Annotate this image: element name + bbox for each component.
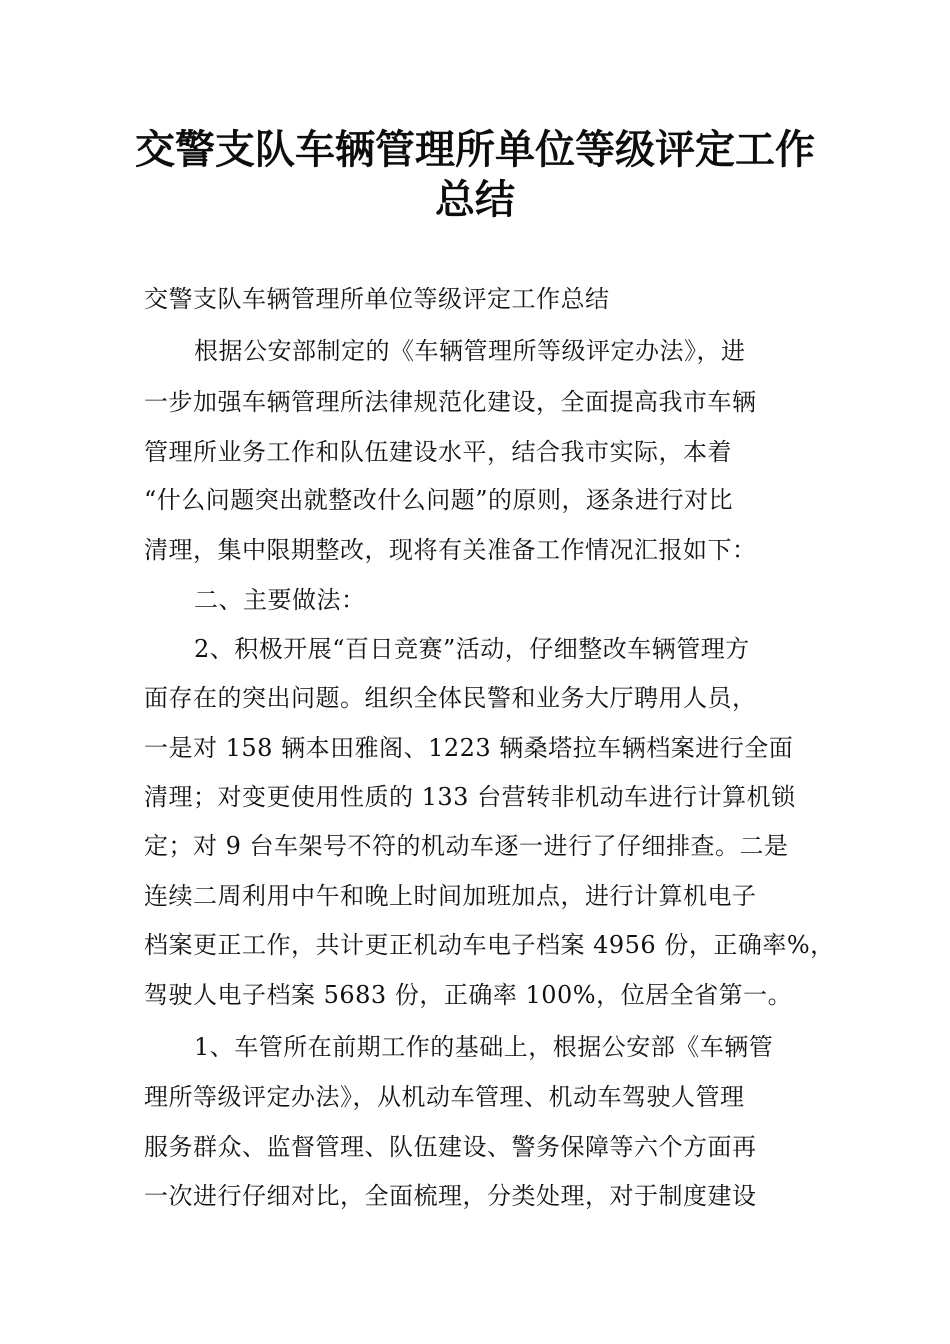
paragraph-line: 面存在的突出问题。组织全体民警和业务大厅聘用人员， <box>144 684 757 712</box>
paragraph-line: 理所等级评定办法》，从机动车管理、机动车驾驶人管理 <box>144 1083 745 1111</box>
paragraph-line: 1、车管所在前期工作的基础上，根据公安部《车辆管 <box>194 1033 774 1061</box>
paragraph-line: “什么问题突出就整改什么问题”的原则，逐条进行对比 <box>144 486 734 514</box>
paragraph-line: 服务群众、监督管理、队伍建设、警务保障等六个方面再 <box>144 1133 757 1161</box>
paragraph-line: 定；对 9 台车架号不符的机动车逐一进行了仔细排查。二是 <box>144 832 789 860</box>
subtitle-line: 交警支队车辆管理所单位等级评定工作总结 <box>144 285 610 313</box>
paragraph-line: 清理；对变更使用性质的 133 台营转非机动车进行计算机锁 <box>144 783 796 811</box>
paragraph-line: 清理，集中限期整改，现将有关准备工作情况汇报如下： <box>144 536 757 564</box>
paragraph-line: 一次进行仔细对比，全面梳理，分类处理，对于制度建设 <box>144 1182 757 1210</box>
paragraph-line: 管理所业务工作和队伍建设水平，结合我市实际，本着 <box>144 438 732 466</box>
paragraph-line: 驾驶人电子档案 5683 份，正确率 100%，位居全省第一。 <box>144 981 793 1009</box>
paragraph-line: 一步加强车辆管理所法律规范化建设，全面提高我市车辆 <box>144 388 757 416</box>
section-heading: 二、主要做法： <box>194 586 366 614</box>
paragraph-line: 连续二周利用中午和晚上时间加班加点，进行计算机电子 <box>144 882 757 910</box>
document-title-line-1: 交警支队车辆管理所单位等级评定工作 <box>135 127 815 173</box>
document-title-line-2: 总结 <box>435 177 515 223</box>
paragraph-line: 根据公安部制定的《车辆管理所等级评定办法》，进 <box>194 337 746 365</box>
paragraph-line: 2、积极开展“百日竞赛”活动，仔细整改车辆管理方 <box>194 635 750 663</box>
paragraph-line: 档案更正工作，共计更正机动车电子档案 4956 份，正确率%， <box>144 931 835 959</box>
paragraph-line: 一是对 158 辆本田雅阁、1223 辆桑塔拉车辆档案进行全面 <box>144 734 794 762</box>
